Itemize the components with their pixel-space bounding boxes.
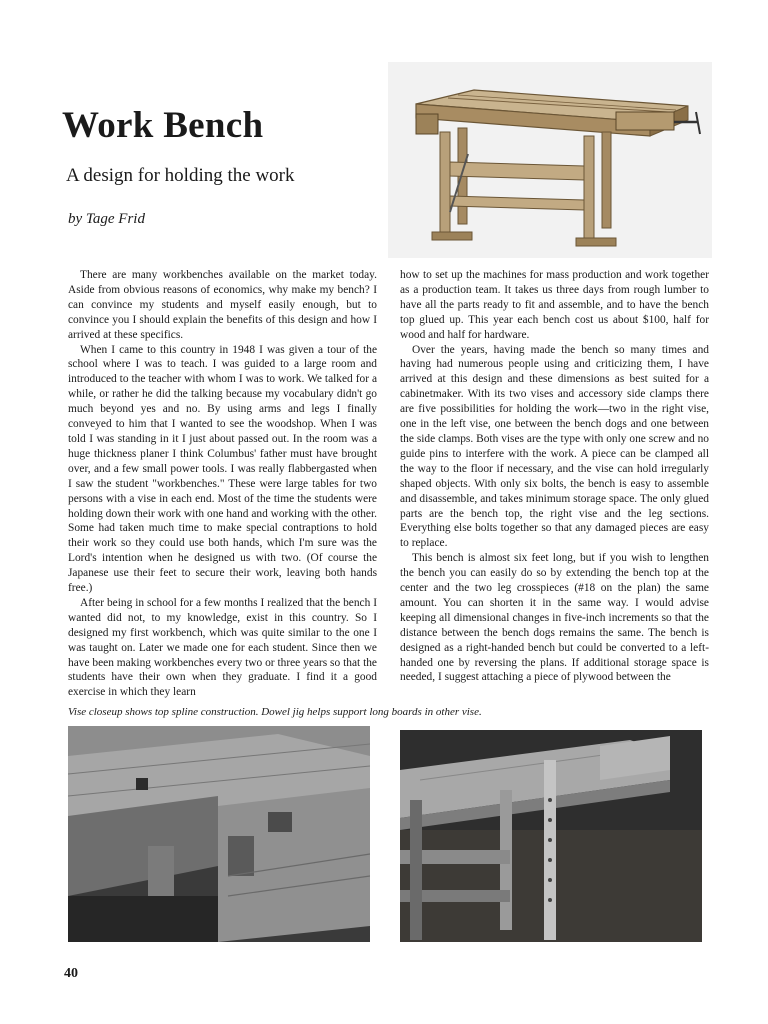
paragraph: After being in school for a few months I realized that the bench I wanted did not, to my knowledge, exist in this country. So I designed my first workbench, which was quite similar to the one I was taught on. Later we made one for each student. Since then we have been making workbenches every two or three years so that the students have their own when they graduate. I find it a good exercise in which they learn <box>68 596 377 699</box>
paragraph: There are many workbenches available on the market today. Aside from obvious reasons of economics, why make my bench? I can convince my students and myself easily enough, but to convince you I should explain the benefits of this design and how I arrived at these specifics. <box>68 269 377 341</box>
article-title: Work Bench <box>62 105 264 146</box>
page-number: 40 <box>64 966 78 981</box>
paragraph: how to set up the machines for mass production and work together as a production team. It takes us three days from rough lumber to have all the parts ready to fit and assemble, and to have the bench top glued up. This year each bench cost us about $100, half for wood and half for hardware. <box>400 269 709 341</box>
photo-caption: Vise closeup shows top spline construction. Dowel jig helps support long boards in other vise. <box>68 706 482 718</box>
vise-closeup-photo <box>68 726 370 942</box>
paragraph: This bench is almost six feet long, but if you wish to lengthen the bench you can easily do so by extending the bench top at the center and the two leg crosspieces (#18 on the plan) the same amount. You can shorten it in the same way. I would advise keeping all dimensional changes in five-inch increments so that the distance between the bench dogs remains the same. The bench is designed as a right-handed bench but could be converted to a left-handed one by reversing the plans. If additional storage space is needed, I suggest attaching a piece of plywood between the <box>400 552 709 684</box>
paragraph: Over the years, having made the bench so many times and having had numerous people using and criticizing them, I have arrived at this design and these dimensions as best suited for a cabinetmaker. With its two vises and accessory side clamps there are five possibilities for holding the work—two in the right vise, one in the left vise, one between the bench dogs and one between the side clamps. Both vises are the type with only one screw and no guide pins to interfere with the work. A piece can be clamped all the way to the floor if necessary, and the vise can hold irregularly shaped objects. With only six bolts, the bench is easy to assemble and disassemble, and takes minimum storage space. The only glued parts are the bench top, the right vise and the leg sections. Everything else bolts together so that any damaged pieces are easy to replace. <box>400 343 709 550</box>
workbench-photo <box>388 62 712 258</box>
byline: by Tage Frid <box>68 211 145 227</box>
article-subtitle: A design for holding the work <box>66 165 295 186</box>
text-column-left <box>68 268 377 700</box>
dowel-jig-photo <box>400 730 702 942</box>
paragraph: When I came to this country in 1948 I was given a tour of the school where I was to teach. I was guided to a large room and introduced to the teacher with whom I was to work. We talked for a while, or rather he did the talking because my vocabulary didn't go much beyond yes and no. By using arms and legs I finally conveyed to him that I wanted to see the woodshop. When I was told I was standing in it I just about passed out. In the room was a huge thickness planer I think Columbus' father must have brought over, and a few small power tools. I was really flabbergasted when I saw the student "workbenches." These were large tables for two persons with a vise in each end. Most of the time the students were holding down their work with one hand and working with the other. Some had taken much time to make special contraptions to hold their work so they could use both hands, which I'm sure was the Lord's intention when he designed us with two. (Of course the Japanese use their feet to secure their work, leaving both hands free.) <box>68 343 377 595</box>
text-column-right <box>400 268 709 685</box>
